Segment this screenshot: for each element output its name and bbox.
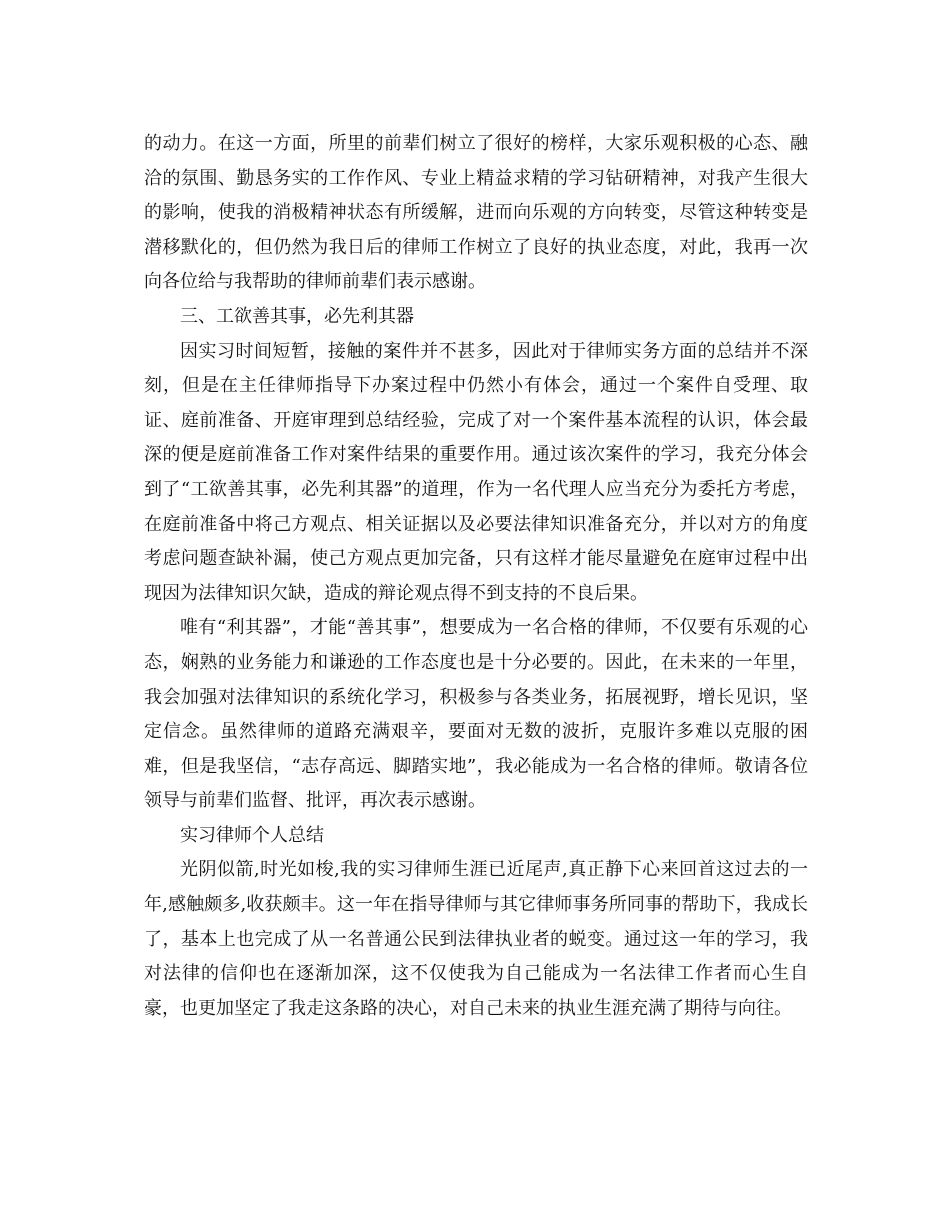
paragraph: 光阴似箭,时光如梭,我的实习律师生涯已近尾声,真正静下心来回首这过去的一年,感触颇多,收获颇丰。这一年在指导律师与其它律师事务所同事的帮助下，我成长了，基本上也完成了从一名普通公民到法律执业者的蜕变。通过这一年的学习，我对法律的信仰也在逐渐加深，这不仅使我为自己能成为一名法律工作者而心生自豪，也更加坚定了我走这条路的决心，对自己未来的执业生涯充满了期待与向往。 (144, 859, 808, 1019)
section-heading: 三、工欲善其事，必先利其器 (180, 305, 414, 327)
section-heading: 实习律师个人总结 (180, 824, 324, 846)
paragraph: 唯有“利其器”，才能“善其事”，想要成为一名合格的律师，不仅要有乐观的心态，娴熟的业务能力和谦逊的工作态度也是十分必要的。因此，在未来的一年里，我会加强对法律知识的系统化学习，积极参与各类业务，拓展视野，增长见识，坚定信念。虽然律师的道路充满艰辛，要面对无数的波折，克服许多难以克服的困难，但是我坚信，“志存高远、脚踏实地”，我必能成为一名合格的律师。敬请各位领导与前辈们监督、批评，再次表示感谢。 (144, 617, 808, 812)
paragraph-continuation: 的动力。在这一方面，所里的前辈们树立了很好的榜样，大家乐观积极的心态、融洽的氛围、勤恳务实的工作作风、专业上精益求精的学习钻研精神，对我产生很大的影响，使我的消极精神状态有所缓解，进而向乐观的方向转变，尽管这种转变是潜移默化的，但仍然为我日后的律师工作树立了良好的执业态度，对此，我再一次向各位给与我帮助的律师前辈们表示感谢。 (144, 133, 808, 293)
document-body (144, 127, 808, 1026)
paragraph: 因实习时间短暂，接触的案件并不甚多，因此对于律师实务方面的总结并不深刻，但是在主任律师指导下办案过程中仍然小有体会，通过一个案件自受理、取证、庭前准备、开庭审理到总结经验，完成了对一个案件基本流程的认识，体会最深的便是庭前准备工作对案件结果的重要作用。通过该次案件的学习，我充分体会到了“工欲善其事，必先利其器”的道理，作为一名代理人应当充分为委托方考虑，在庭前准备中将己方观点、相关证据以及必要法律知识准备充分，并以对方的角度考虑问题查缺补漏，使己方观点更加完备，只有这样才能尽量避免在庭审过程中出现因为法律知识欠缺，造成的辩论观点得不到支持的不良后果。 (144, 340, 808, 604)
